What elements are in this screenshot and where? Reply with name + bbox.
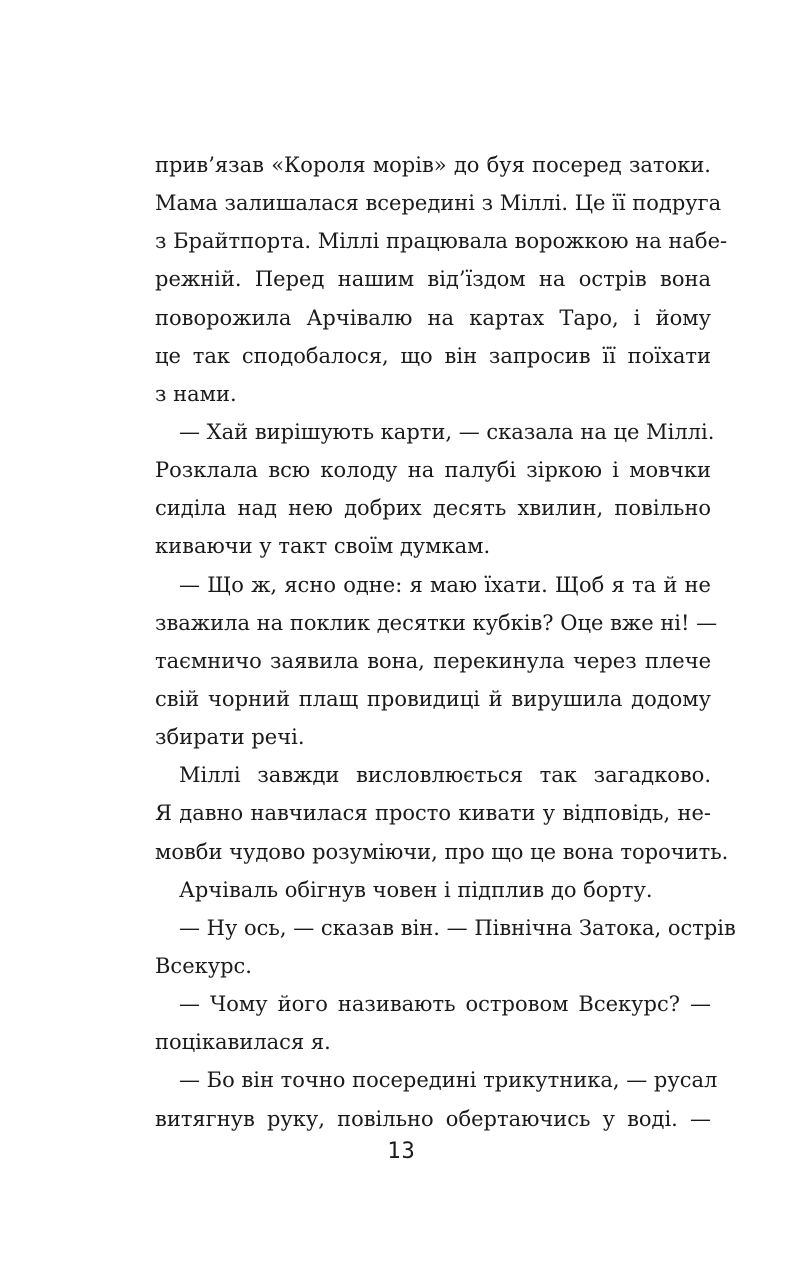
text-line: Розклала всю колоду на палубі зіркою і мовчки — [155, 458, 711, 483]
text-line: поворожила Арчівалю на картах Таро, і йому — [155, 305, 711, 330]
text-line: свій чорний плащ провидиці й вирушила додому — [155, 686, 711, 711]
text-line: мовби чудово розуміючи, про що це вона торочить. — [155, 839, 729, 864]
text-line: — Що ж, ясно одне: я маю їхати. Щоб я та й не — [179, 572, 711, 597]
page-number: 13 — [387, 1139, 416, 1164]
text-line: зважила на поклик десятки кубків? Оце вже ні! — — [155, 610, 718, 635]
text-line: режній. Перед нашим від’їздом на острів вона — [155, 267, 711, 292]
text-line: збирати речі. — [155, 725, 305, 750]
text-line: Міллі завжди висловлюється так загадково. — [179, 763, 711, 788]
text-line: киваючи у такт своїм думкам. — [155, 534, 491, 559]
text-line: — Ну ось, — сказав він. — Північна Затока, острів — [179, 915, 736, 940]
text-line: з нами. — [155, 381, 237, 406]
text-line: витягнув руку, повільно обертаючись у воді. — — [155, 1106, 711, 1131]
text-line: це так сподобалося, що він запросив її поїхати — [155, 343, 711, 368]
text-line: сиділа над нею добрих десять хвилин, повільно — [155, 496, 711, 521]
text-line: Мама залишалася всередині з Міллі. Це її подруга — [155, 191, 722, 216]
text-line: прив’язав «Короля морів» до буя посеред затоки. — [155, 153, 711, 177]
text-line: Я давно навчилася просто кивати у відповідь, не- — [155, 801, 711, 826]
text-line: Всекурс. — [155, 953, 252, 978]
text-line: таємничо заявила вона, перекинула через плече — [155, 648, 711, 673]
text-line: Арчіваль обігнув човен і підплив до борту. — [179, 877, 653, 902]
text-line: з Брайтпорта. Міллі працювала ворожкою на набе- — [155, 229, 728, 254]
text-line: поцікавилася я. — [155, 1030, 331, 1055]
text-line: — Бо він точно посередині трикутника, — русал — [179, 1068, 718, 1093]
text-line: — Чому його називають островом Всекурс? — — [179, 992, 711, 1017]
text-line: — Хай вирішують карти, — сказала на це Міллі. — [179, 419, 715, 444]
body-text — [155, 146, 736, 1138]
